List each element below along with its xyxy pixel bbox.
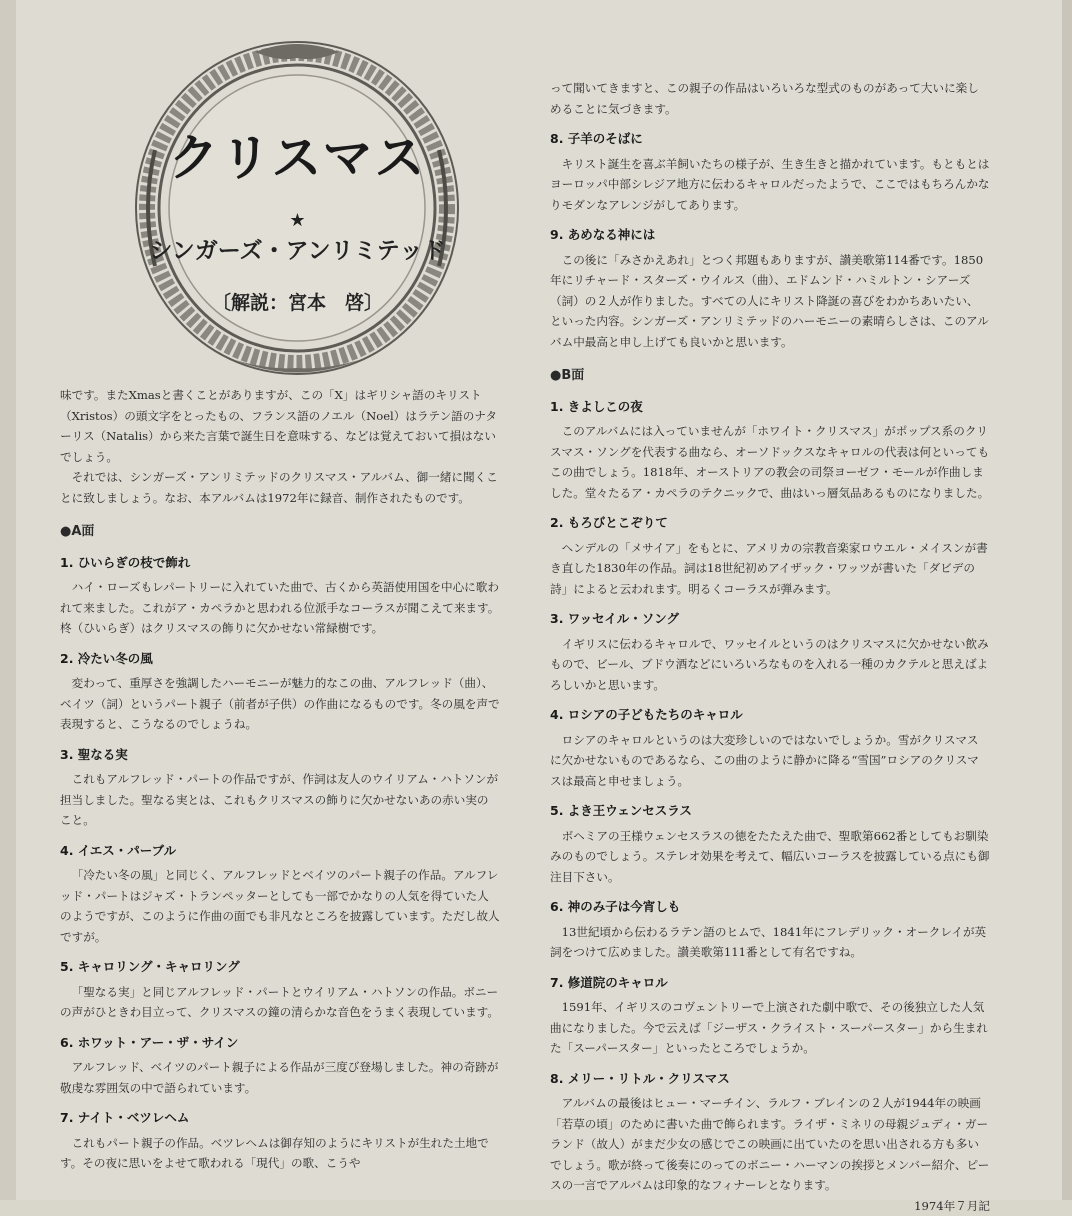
track-description: 変わって、重厚さを強調したハーモニーが魅力的なこの曲、アルフレッド（曲）、ベイツ（詞）というパート親子（前者が子供）の作曲になるものです。冬の風を声で表現すると、こうなるのでしょうね。 xyxy=(60,673,500,735)
signature-date: 1974年７月記 xyxy=(550,1196,990,1216)
track-title: 7. ナイト・ベツレヘム xyxy=(60,1108,500,1129)
continued-paragraph: って聞いてきますと、この親子の作品はいろいろな型式のものがあって大いに楽しめることに気づきます。 xyxy=(550,78,990,119)
track-description: 1591年、イギリスのコヴェントリーで上演された劇中歌で、その後独立した人気曲になりました。今で云えば「ジーザス・クライスト・スーパースター」から生まれた「スーパースター」といったところでしょうか。 xyxy=(550,997,990,1059)
track-description: これもパート親子の作品。ベツレヘムは御存知のようにキリストが生れた土地です。その夜に思いをよせて歌われる「現代」の歌、こうや xyxy=(60,1133,500,1174)
track-title: 2. 冷たい冬の風 xyxy=(60,649,500,670)
track-description: このアルバムには入っていませんが「ホワイト・クリスマス」がポップス系のクリスマス・ソングを代表する曲なら、オーソドックスなキャロルの代表は何といってもこの曲でしょう。1818年、オーストリアの教会の司祭ヨーゼフ・モールが作曲しました。堂々たるア・カペラのテクニックで、曲はいっ層気品あるものになりました。 xyxy=(550,421,990,503)
side-a-heading: ●A面 xyxy=(60,522,500,543)
track-description: ロシアのキャロルというのは大変珍しいのではないでしょうか。雪がクリスマスに欠かせないものであるなら、この曲のように静かに降る“雪国”ロシアのクリスマスは最高と申せましょう。 xyxy=(550,730,990,792)
track-description: ハイ・ローズもレパートリーに入れていた曲で、古くから英語使用国を中心に歌われて来ました。これがア・カペラかと思われる位派手なコーラスが聞こえて来ます。柊（ひいらぎ）はクリスマスの飾りに欠かせない常緑樹です。 xyxy=(60,577,500,639)
track-description: 「聖なる実」と同じアルフレッド・パートとウイリアム・ハトソンの作品。ボニーの声がひときわ目立って、クリスマスの鐘の清らかな音色をうまく表現しています。 xyxy=(60,982,500,1023)
right-column xyxy=(550,78,990,1216)
left-column xyxy=(60,385,500,1174)
track-description: ヘンデルの「メサイア」をもとに、アメリカの宗教音楽家ロウエル・メイスンが書き直した1830年の作品。詞は18世紀初めアイザック・ワッツが書いた「ダビデの詩」によると云われます。明るくコーラスが弾みます。 xyxy=(550,538,990,600)
track-description: アルバムの最後はヒュー・マーチイン、ラルフ・ブレインの２人が1944年の映画「若草の頃」のために書いた曲で飾られます。ライザ・ミネリの母親ジュディ・ガーランド（故人）がまだ少女の感じでこの映画に出ていたのを思い出される方も多いでしょう。歌が終って後奏にのってのボニー・ハーマンの挨拶とメンバー紹介、ピースの一言でアルバムは印象的なフィナーレとなります。 xyxy=(550,1093,990,1196)
track-title: 9. あめなる神には xyxy=(550,225,990,246)
track-title: 2. もろびとこぞりて xyxy=(550,513,990,534)
track-title: 4. イエス・パーブル xyxy=(60,841,500,862)
track-description: キリスト誕生を喜ぶ羊飼いたちの様子が、生き生きと描かれています。もともとはヨーロッパ中部シレジア地方に伝わるキャロルだったようで、ここではもちろんかなりモダンなアレンジがしてあります。 xyxy=(550,154,990,216)
page-edge-left xyxy=(0,0,16,1200)
track-title: 8. メリー・リトル・クリスマス xyxy=(550,1069,990,1090)
side-b-heading: ●B面 xyxy=(550,366,990,387)
track-title: 7. 修道院のキャロル xyxy=(550,973,990,994)
ornamental-wreath-frame xyxy=(135,40,460,375)
intro-paragraph: 味です。またXmasと書くことがありますが、この「X」はギリシャ語のキリスト（Xristos）の頭文字をとったもの、フランス語のノエル（Noel）はラテン語のナターリス（Natalis）から来た言葉で誕生日を意味する、などは覚えておいて損はないでしょう。 xyxy=(60,385,500,467)
track-description: ボヘミアの王様ウェンセスラスの徳をたたえた曲で、聖歌第662番としてもお馴染みのものでしょう。ステレオ効果を考えて、幅広いコーラスを披露している点にも御注目下さい。 xyxy=(550,826,990,888)
title-cartouche xyxy=(135,40,460,375)
track-description: イギリスに伝わるキャロルで、ワッセイルというのはクリスマスに欠かせない飲みもので、ビール、ブドウ酒などにいろいろなものを入れる一種のカクテルと思えばよろしいかと思います。 xyxy=(550,634,990,696)
track-title: 5. よき王ウェンセスラス xyxy=(550,801,990,822)
star-ornament: ★ xyxy=(135,210,460,231)
track-title: 3. ワッセイル・ソング xyxy=(550,609,990,630)
page-edge-right xyxy=(1062,0,1072,1200)
track-description: この後に「みさかえあれ」とつく邦題もありますが、讃美歌第114番です。1850年にリチャード・スターズ・ウイルス（曲）、エドムンド・ハミルトン・シアーズ（詞）の２人が作りました。すべての人にキリスト降誕の喜びをわかちあいたい、といった内容。シンガーズ・アンリミテッドのハーモニーの素晴らしさは、このアルバム中最高と申し上げても良いかと思います。 xyxy=(550,250,990,353)
track-title: 5. キャロリング・キャロリング xyxy=(60,957,500,978)
album-title: クリスマス xyxy=(135,118,460,190)
commentary-credit: 〔解説：宮本 啓〕 xyxy=(135,288,460,315)
track-title: 8. 子羊のそばに xyxy=(550,129,990,150)
track-description: アルフレッド、ベイツのパート親子による作品が三度び登場しました。神の奇跡が敬虔な雰囲気の中で語られています。 xyxy=(60,1057,500,1098)
track-title: 1. きよしこの夜 xyxy=(550,397,990,418)
track-title: 1. ひいらぎの枝で飾れ xyxy=(60,553,500,574)
track-description: これもアルフレッド・パートの作品ですが、作詞は友人のウイリアム・ハトソンが担当しました。聖なる実とは、これもクリスマスの飾りに欠かせないあの赤い実のこと。 xyxy=(60,769,500,831)
intro-paragraph: それでは、シンガーズ・アンリミテッドのクリスマス・アルバム、御一緒に聞くことに致しましょう。なお、本アルバムは1972年に録音、制作されたものです。 xyxy=(60,467,500,508)
track-description: 13世紀頃から伝わるラテン語のヒムで、1841年にフレデリック・オークレイが英詞をつけて広めました。讃美歌第111番として有名ですね。 xyxy=(550,922,990,963)
track-title: 4. ロシアの子どもたちのキャロル xyxy=(550,705,990,726)
track-title: 6. ホワット・アー・ザ・サイン xyxy=(60,1033,500,1054)
track-title: 3. 聖なる実 xyxy=(60,745,500,766)
artist-name: シンガーズ・アンリミテッド xyxy=(135,232,460,265)
track-description: 「冷たい冬の風」と同じく、アルフレッドとベイツのパート親子の作品。アルフレッド・パートはジャズ・トランペッターとしても一部でかなりの人気を得ていた人のようですが、このように作曲の面でも非凡なところを披露しています。ただし故人ですが。 xyxy=(60,865,500,947)
track-title: 6. 神のみ子は今宵しも xyxy=(550,897,990,918)
